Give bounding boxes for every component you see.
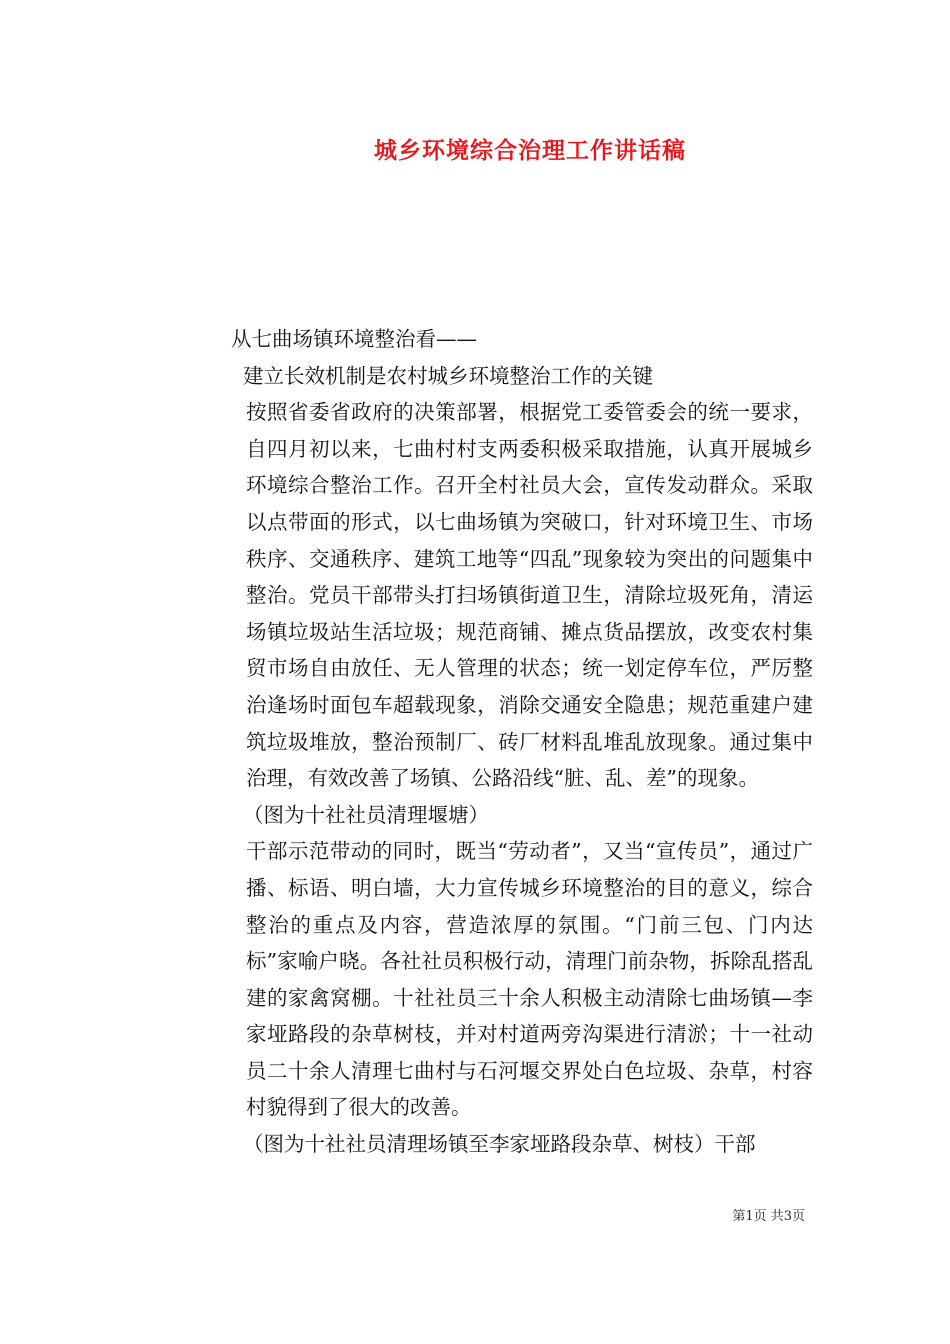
paragraph: 按照省委省政府的决策部署，根据党工委管委会的统一要求，自四月初以来，七曲村村支两委积极采取措施，认真开展城乡环境综合整治工作。召开全村社员大会，宣传发动群众。采取以点带面的形式，以七曲场镇为突破口，针对环境卫生、市场秩序、交通秩序、建筑工地等“四乱”现象较为突出的问题集中整治。党员干部带头打扫场镇街道卫生，清除垃圾死角，清运场镇垃圾站生活垃圾；规范商铺、摊点货品摆放，改变农村集贸市场自由放任、无人管理的状态；统一划定停车位，严厉整治逢场时面包车超载现象，消除交通安全隐患；规范重建户建筑垃圾堆放，整治预制厂、砖厂材料乱堆乱放现象。通过集中治理，有效改善了场镇、公路沿线“脏、乱、差”的现象。 [246,400,813,791]
heading-line: 建立长效机制是农村城乡环境整治工作的关键 [243,363,653,388]
image-caption: （图为十社社员清理场镇至李家垭路段杂草、树枝）干部 [243,1132,756,1157]
document-title: 城乡环境综合治理工作讲话稿 [374,138,686,164]
page-number: 第1页 共3页 [732,1209,805,1224]
document-body [143,321,813,1163]
image-caption: （图为十社社员清理堰塘） [243,802,489,827]
subtitle-line: 从七曲场镇环境整治看—— [231,327,477,351]
paragraph: 干部示范带动的同时，既当“劳动者”，又当“宣传员”，通过广播、标语、明白墙，大力宣传城乡环境整治的目的意义，综合整治的重点及内容，营造浓厚的氛围。“门前三包、门内达标”家喻户晓。各社社员积极行动，清理门前杂物，拆除乱搭乱建的家禽窝棚。十社社员三十余人积极主动清除七曲场镇—李家垭路段的杂草树枝，并对村道两旁沟渠进行清淤；十一社动员二十余人清理七曲村与石河堰交界处白色垃圾、杂草，村容村貌得到了很大的改善。 [246,839,813,1120]
